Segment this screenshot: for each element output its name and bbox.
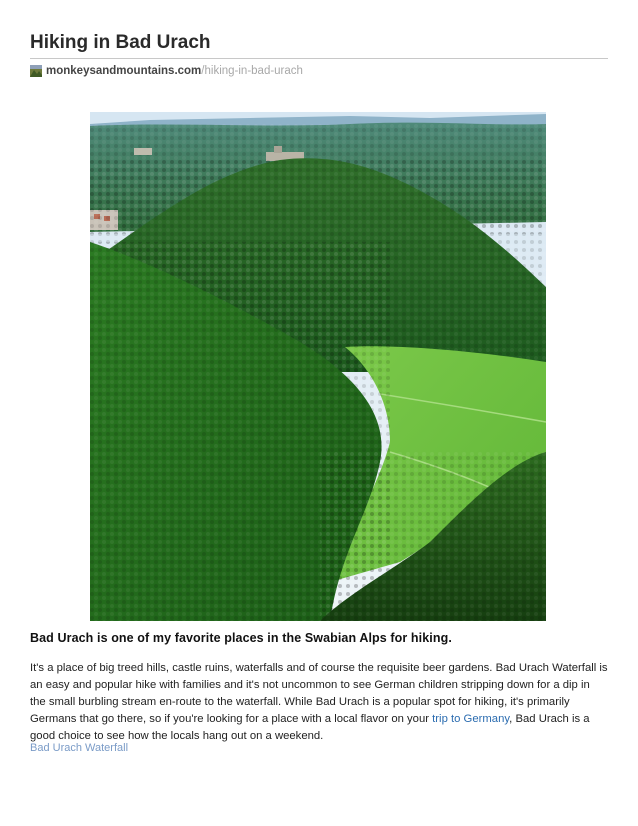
paragraph-text-part-2: , Bad Urach is a good choice to see how the locals hang out on a weekend. — [30, 713, 590, 742]
paragraph-text-part-1: It's a place of big treed hills, castle ruins, waterfalls and of course the requisite beer gardens. Bad Urach Waterfall is an easy and popular hike with families and it's not uncommon to see German children stripping down for a dip in the small burbling stream en-route to the waterfall. While Bad Urach is a popular spot for hiking, it's primarily Germans that go there, so if you're looking for a place with a local flavor on your — [30, 662, 608, 725]
hero-photo-landscape — [90, 112, 546, 621]
page-title: Hiking in Bad Urach — [30, 32, 211, 53]
site-favicon-icon — [30, 65, 42, 77]
title-divider — [30, 58, 608, 59]
cutoff-text: Bad Urach Waterfall — [30, 742, 129, 754]
source-path[interactable]: /hiking-in-bad-urach — [201, 65, 303, 77]
cutoff-next-line — [30, 741, 608, 754]
article-paragraph — [30, 660, 608, 745]
trip-to-germany-link[interactable]: trip to Germany — [432, 713, 510, 725]
source-domain[interactable]: monkeysandmountains.com — [46, 65, 202, 77]
source-line[interactable] — [30, 63, 303, 79]
article-lead: Bad Urach is one of my favorite places in the Swabian Alps for hiking. — [30, 631, 452, 645]
